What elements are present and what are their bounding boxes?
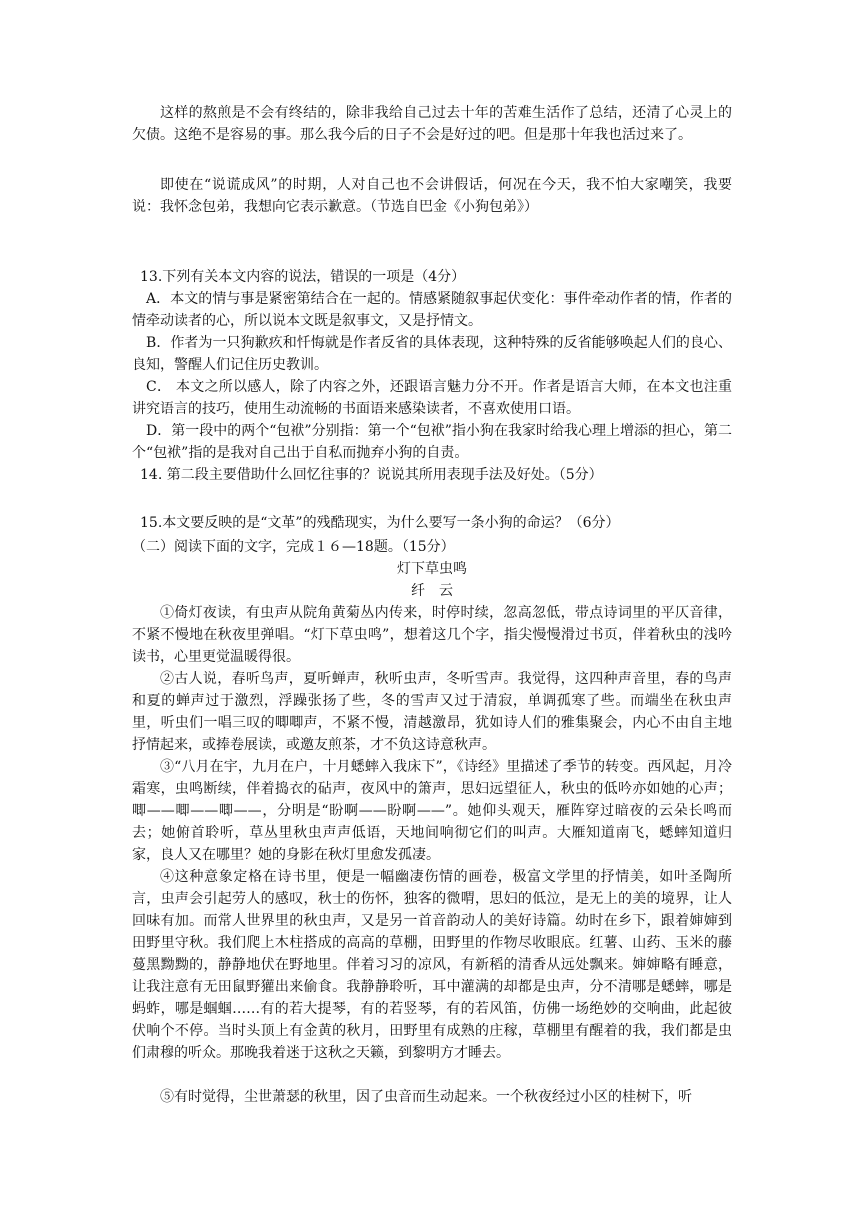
article-paragraph: ⑤有时觉得，尘世萧瑟的秋里，因了虫音而生动起来。一个秋夜经过小区的桂树下，听 [160,1089,692,1105]
article-paragraph: ②古人说，春听鸟声，夏听蝉声，秋听虫声，冬听雪声。我觉得，这四种声音里，春的鸟声和夏的蝉声过于激烈，浮躁张扬了些，冬的雪声又过于清寂，单调孤寒了些。而端坐在秋虫声里，听虫们一唱三叹的唧唧声，不紧不慢，清越激昂，犹如诗人们的雅集聚会，内心不由自主地抒情起来，或捧卷展读，或邀友煎茶，才不负这诗意秋声。 [132,671,732,753]
question-15: 15.本文要反映的是“文革”的残酷现实，为什么要写一条小狗的命运？（6分） [140,515,620,531]
article-author: 纤 云 [411,583,453,599]
section-heading: （二）阅读下面的文字，完成１６—18题。（15分） [132,539,455,555]
article-paragraph: ①倚灯夜读，有虫声从院角黄菊丛内传来，时停时续，忽高忽低，带点诗词里的平仄音律，不紧不慢地在秋夜里弹唱。“灯下草虫鸣”，想着这几个字，指尖慢慢滑过书页，伴着秋虫的浅吟读书，心里更觉温暖得很。 [132,605,732,665]
question-13-stem: 13.下列有关本文内容的说法，错误的一项是（4分） [140,269,466,285]
article-title: 灯下草虫鸣 [397,561,467,577]
question-13-option-c: C． 本文之所以感人，除了内容之外，还跟语言魅力分不开。作者是语言大师，在本文也注重讲究语言的技巧，使用生动流畅的书面语来感染读者，不喜欢使用口语。 [132,379,732,417]
passage-paragraph: 即使在“说谎成风”的时期，人对自己也不会讲假话，何况在今天，我不怕大家嘲笑，我要说：我怀念包弟，我想向它表示歉意。（节选自巴金《小狗包弟》） [132,177,732,215]
question-13-option-b: B．作者为一只狗歉疚和忏悔就是作者反省的具体表现，这种特殊的反省能够唤起人们的良心、良知，警醒人们记住历史教训。 [132,335,732,373]
question-14: 14. 第二段主要借助什么回忆往事的？说说其所用表现手法及好处。（5分） [140,467,603,483]
question-13-option-a: A．本文的情与事是紧密第结合在一起的。情感紧随叙事起伏变化：事件牵动作者的情，作者的情牵动读者的心，所以说本文既是叙事文，又是抒情文。 [132,291,732,329]
passage-paragraph: 这样的熬煎是不会有终结的，除非我给自己过去十年的苦难生活作了总结，还清了心灵上的欠债。这绝不是容易的事。那么我今后的日子不会是好过的吧。但是那十年我也活过来了。 [132,105,732,143]
article-paragraph: ④这种意象定格在诗书里，便是一幅幽凄伤情的画卷，极富文学里的抒情美，如叶圣陶所言，虫声会引起劳人的感叹，秋士的伤怀，独客的微喟，思妇的低泣，是无上的美的境界，让人回味有加。而常人世界里的秋虫声，又是另一首音韵动人的美好诗篇。幼时在乡下，跟着婶婶到田野里守秋。我们爬上木柱搭成的高高的草棚，田野里的作物尽收眼底。红薯、山药、玉米的藤蔓黑黝黝的，静静地伏在野地里。伴着习习的凉风，有新稻的清香从远处飘来。婶婶略有睡意，让我注意有无田鼠野獾出来偷食。我静静聆听，耳中灌满的却都是虫声，分不清哪是蟋蟀，哪是蚂蚱，哪是蝈蝈……有的若大提琴，有的若竖琴，有的若风笛，仿佛一场绝妙的交响曲，此起彼伏响个不停。当时头顶上有金黄的秋月，田野里有成熟的庄稼，草棚里有醒着的我，我们都是虫们肃穆的听众。那晚我着迷于这秋之天籁，到黎明方才睡去。 [132,869,732,1061]
question-13-option-d: D．第一段中的两个“包袱”分别指：第一个“包袱”指小狗在我家时给我心理上增添的担心，第二个“包袱”指的是我对自己出于自私而抛弃小狗的自责。 [132,423,732,461]
article-paragraph: ③“八月在宇，九月在户，十月蟋蟀入我床下”，《诗经》里描述了季节的转变。西风起，月冷霜寒，虫鸣断续，伴着捣衣的砧声，夜风中的箫声，思妇远望征人，秋虫的低吟亦如她的心声；唧——唧——唧——，分明是“盼啊——盼啊——”。她仰头观天，雁阵穿过暗夜的云朵长鸣而去；她俯首聆听，草丛里秋虫声声低语，天地间响彻它们的叫声。大雁知道南飞，蟋蟀知道归家，良人又在哪里？她的身影在秋灯里愈发孤凄。 [132,759,732,863]
